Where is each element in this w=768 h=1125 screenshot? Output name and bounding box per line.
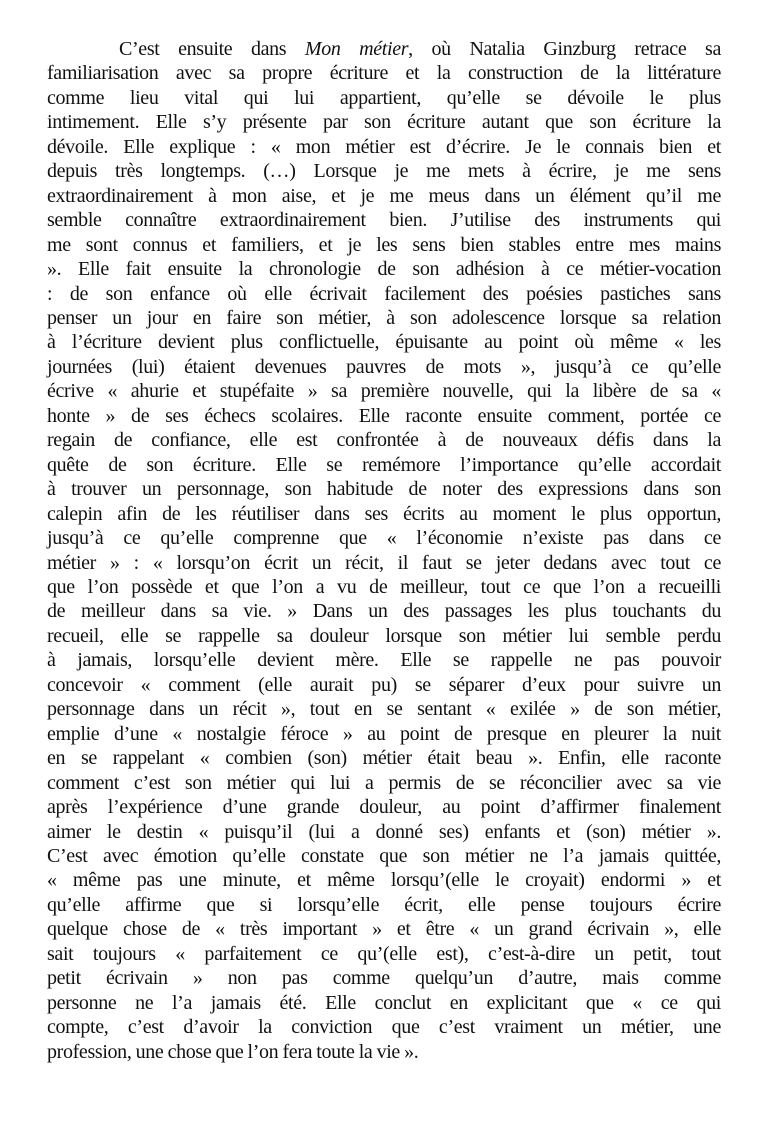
text-line: journées (lui) étaient devenues pauvres de mots », jusqu’à ce qu’elle — [47, 355, 721, 378]
text-line: à l’écriture devient plus conflictuelle, épuisante au point où même « les — [47, 331, 721, 354]
paragraph-first-line — [47, 37, 721, 61]
text-line: que l’on possède et que l’on a vu de meilleur, tout ce que l’on a recueilli — [47, 575, 721, 598]
text-line: semble connaître extraordinairement bien. J’utilise des instruments qui — [47, 209, 721, 232]
text-line: recueil, elle se rappelle sa douleur lorsque son métier lui semble perdu — [47, 624, 721, 647]
text-line: en se rappelant « combien (son) métier était beau ». Enfin, elle raconte — [47, 747, 721, 770]
text-line: jusqu’à ce qu’elle comprenne que « l’économie n’existe pas dans ce — [47, 527, 721, 550]
text-line: regain de confiance, elle est confrontée à de nouveaux défis dans la — [47, 429, 721, 452]
text-line: emplie d’une « nostalgie féroce » au point de presque en pleurer la nuit — [47, 722, 721, 745]
document-page — [47, 37, 721, 1064]
text-segment: , où Natalia Ginzburg retrace sa — [408, 38, 721, 60]
text-line: dévoile. Elle explique : « mon métier est d’écrire. Je le connais bien et — [47, 135, 721, 158]
text-line: à jamais, lorsqu’elle devient mère. Elle se rappelle ne pas pouvoir — [47, 649, 721, 672]
text-line: quête de son écriture. Elle se remémore l’importance qu’elle accordait — [47, 453, 721, 476]
text-line: depuis très longtemps. (…) Lorsque je me mets à écrire, je me sens — [47, 160, 721, 183]
text-line: C’est avec émotion qu’elle constate que son métier ne l’a jamais quittée, — [47, 844, 721, 867]
text-line: extraordinairement à mon aise, et je me meus dans un élément qu’il me — [47, 184, 721, 207]
text-line: après l’expérience d’une grande douleur, au point d’affirmer finalement — [47, 796, 721, 819]
text-line: qu’elle affirme que si lorsqu’elle écrit, elle pense toujours écrire — [47, 893, 721, 916]
text-line: quelque chose de « très important » et être « un grand écrivain », elle — [47, 918, 721, 941]
text-line: me sont connus et familiers, et je les sens bien stables entre mes mains — [47, 233, 721, 256]
text-line: personnage dans un récit », tout en se sentant « exilée » de son métier, — [47, 698, 721, 721]
text-line: « même pas une minute, et même lorsqu’(elle le croyait) endormi » et — [47, 869, 721, 892]
text-line: aimer le destin « puisqu’il (lui a donné ses) enfants et (son) métier ». — [47, 820, 721, 843]
text-line: sait toujours « parfaitement ce qu’(elle est), c’est-à-dire un petit, tout — [47, 942, 721, 965]
paragraph-body — [47, 61, 721, 1064]
text-line: honte » de ses échecs scolaires. Elle raconte ensuite comment, portée ce — [47, 404, 721, 427]
text-line: familiarisation avec sa propre écriture et la construction de la littérature — [47, 62, 721, 85]
text-line: comment c’est son métier qui lui a permis de se réconcilier avec sa vie — [47, 771, 721, 794]
text-line: petit écrivain » non pas comme quelqu’un d’autre, mais comme — [47, 967, 721, 990]
text-line: à trouver un personnage, son habitude de noter des expressions dans son — [47, 478, 721, 501]
text-line: de meilleur dans sa vie. » Dans un des passages les plus touchants du — [47, 600, 721, 623]
text-segment: C’est ensuite dans — [119, 38, 305, 60]
text-line: comme lieu vital qui lui appartient, qu’elle se dévoile le plus — [47, 86, 721, 109]
text-line: penser un jour en faire son métier, à son adolescence lorsque sa relation — [47, 306, 721, 329]
text-line: ». Elle fait ensuite la chronologie de son adhésion à ce métier-vocation — [47, 258, 721, 281]
text-line: : de son enfance où elle écrivait facilement des poésies pastiches sans — [47, 282, 721, 305]
text-line: personne ne l’a jamais été. Elle conclut en explicitant que « ce qui — [47, 991, 721, 1014]
text-line: concevoir « comment (elle aurait pu) se séparer d’eux pour suivre un — [47, 673, 721, 696]
text-line: métier » : « lorsqu’on écrit un récit, il faut se jeter dedans avec tout ce — [47, 551, 721, 574]
text-line: écrive « ahurie et stupéfaite » sa première nouvelle, qui la libère de sa « — [47, 380, 721, 403]
book-title: Mon métier — [304, 38, 409, 60]
text-line: intimement. Elle s’y présente par son écriture autant que son écriture la — [47, 111, 721, 134]
text-line: compte, c’est d’avoir la conviction que c’est vraiment un métier, une — [47, 1016, 721, 1039]
text-line: profession, une chose que l’on fera toute la vie ». — [47, 1040, 419, 1063]
text-line: calepin afin de les réutiliser dans ses écrits au moment le plus opportun, — [47, 502, 721, 525]
